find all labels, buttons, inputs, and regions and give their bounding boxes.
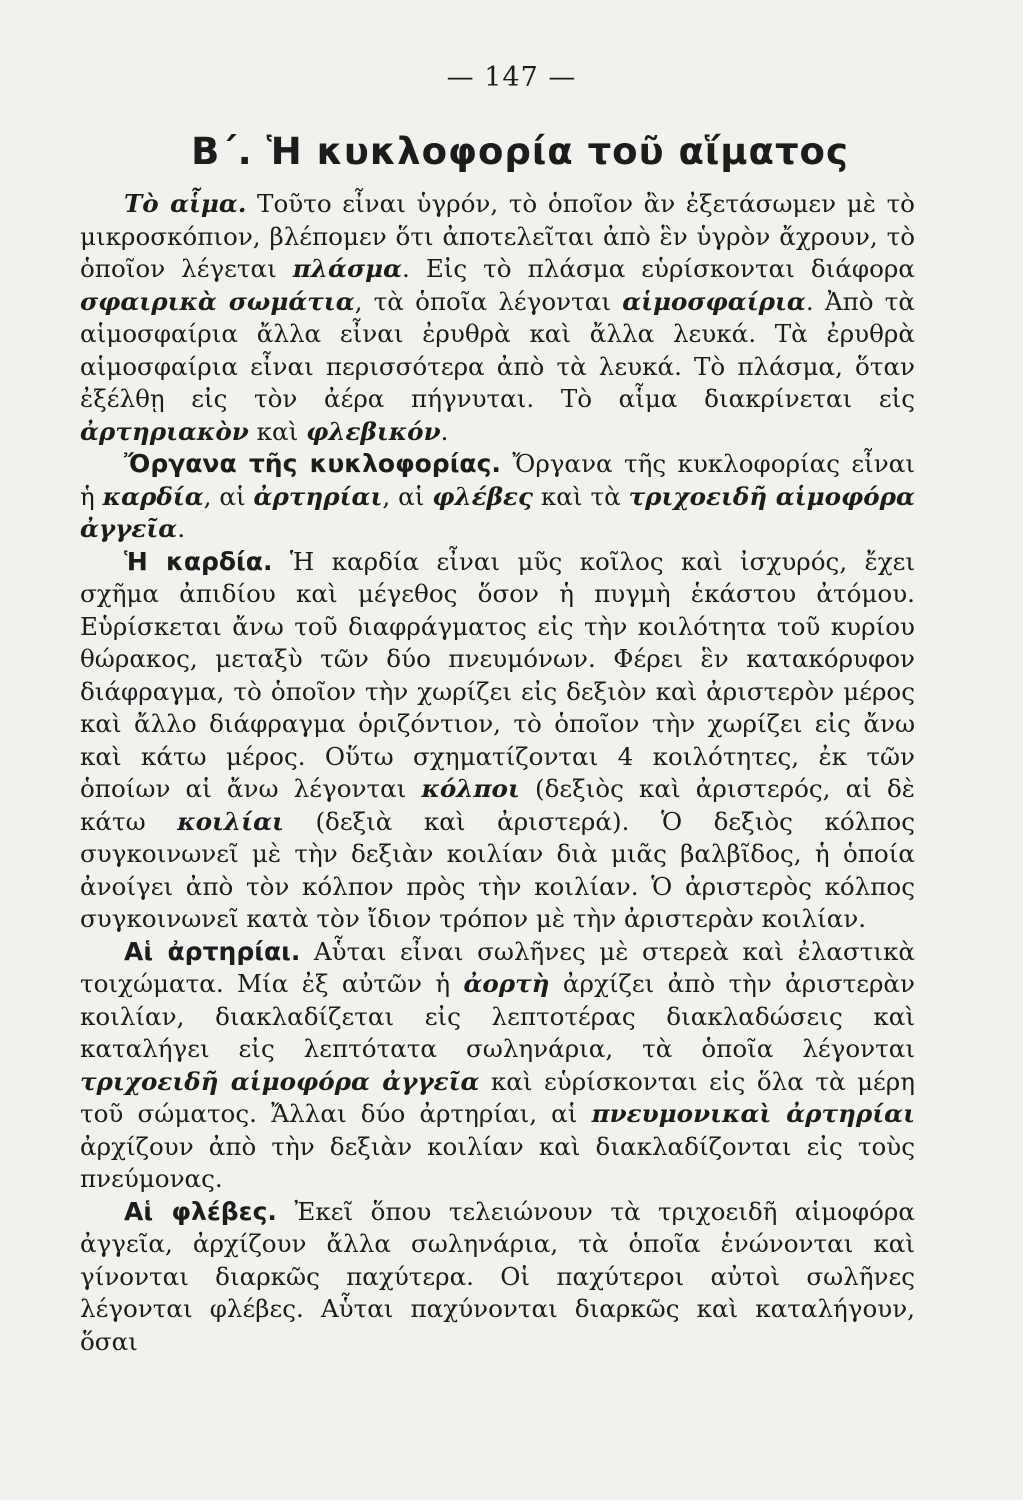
text-run: καὶ εὑρίσκονται εἰς ὅλα τὰ μέρη τοῦ σώματος. Ἄλλαι δύο ἀρτηρίαι, αἱ (80, 1066, 915, 1128)
text-run: , τὰ ὁποῖα λέγονται (354, 286, 623, 316)
text-run: , αἱ (203, 481, 254, 511)
paragraph-arteries (80, 936, 915, 1196)
paragraph-organs (80, 448, 915, 546)
paragraph-heart (80, 546, 915, 936)
text-run: Τοῦτο εἶναι ὑγρόν, τὸ ὁποῖον ἂν ἐξετάσωμεν μὲ τὸ μικροσκόπιον, βλέπομεν ὅτι ἀποτελεῖται ἀπὸ ἓν ὑγρὸν ἄχρουν, τὸ ὁποῖον λέγεται (80, 189, 915, 283)
keyword: τριχοειδῆ αἱμοφόρα ἀγγεῖα (80, 481, 915, 543)
text-run: Ἐκεῖ ὅπου τελειώνουν τὰ τριχοειδῆ αἱμοφόρα ἀγγεῖα, ἀρχίζουν ἄλλα σωληνάρια, τὰ ὁποῖα ἑνώνονται καὶ γίνονται διαρκῶς παχύτερα. Οἱ παχύτεροι αὐτοὶ σωλῆνες λέγονται φλέβες. Αὗται παχύνονται διαρκῶς καὶ καταλήγουν, ὅσαι (80, 1196, 915, 1356)
text-run: (δεξιὸς καὶ ἀριστερός, αἱ δὲ κάτω (80, 774, 915, 836)
keyword: ἀορτὴ (463, 969, 550, 998)
paragraph-subheading: Αἱ φλέβες. (124, 1196, 277, 1226)
paragraph-veins (80, 1196, 915, 1359)
text-run: . Εἰς τὸ πλάσμα εὑρίσκονται διάφορα (402, 254, 915, 283)
keyword: πλάσμα (292, 254, 403, 283)
paragraph-subheading: Ὄργανα τῆς κυκλοφορίας. (124, 449, 501, 478)
keyword: καρδία (102, 481, 204, 511)
keyword: κόλποι (421, 774, 520, 803)
keyword: αἱμοσφαίρια (622, 286, 806, 316)
text-run: . Ἀπὸ τὰ αἱμοσφαίρια ἄλλα εἶναι ἐρυθρὰ καὶ ἄλλα λευκά. Τὰ ἐρυθρὰ αἱμοσφαίρια εἶναι περισσότερα ἀπὸ τὰ λευκά. Τὸ πλάσμα, ὅταν ἐξέλθῃ εἰς τὸν ἀέρα πήγνυται. Τὸ αἷμα διακρίνεται εἰς (80, 286, 915, 413)
paragraph-subheading: Αἱ ἀρτηρίαι. (124, 936, 301, 966)
keyword: ἀρτηρίαι (253, 481, 383, 511)
text-run: Ἡ καρδία εἶναι μῦς κοῖλος καὶ ἰσχυρός, ἔχει σχῆμα ἀπιδίου καὶ μέγεθος ὅσον ἡ πυγμὴ ἑκάστου ἀτόμου. Εὑρίσκεται ἄνω τοῦ διαφράγματος εἰς τὴν κοιλότητα τοῦ κυρίου θώρακος, μεταξὺ τῶν δύο πνευμόνων. Φέρει ἓν κατακόρυφον διάφραγμα, τὸ ὁποῖον τὴν χωρίζει εἰς δεξιὸν καὶ ἀριστερὸν μέρος καὶ ἄλλο διάφραγμα ὁριζόντιον, τὸ ὁποῖον τὴν χωρίζει εἰς ἄνω καὶ κάτω μέρος. Οὕτω σχηματίζονται 4 κοιλότητες, ἐκ τῶν ὁποίων αἱ ἄνω λέγονται (80, 546, 916, 803)
text-run: Αὗται εἶναι σωλῆνες μὲ στερεὰ καὶ ἐλαστικὰ τοιχώματα. Μία ἐξ αὐτῶν ἡ (80, 936, 915, 998)
keyword: τριχοειδῆ αἱμοφόρα ἀγγεῖα (80, 1066, 480, 1096)
text-run: καὶ τὰ (532, 481, 629, 511)
text-run: . (440, 416, 449, 446)
text-run: ἀρχίζουν ἀπὸ τὴν δεξιὰν κοιλίαν καὶ διακλαδίζονται εἰς τοὺς πνεύμονας. (80, 1131, 915, 1193)
keyword: φλέβες (432, 481, 533, 511)
body-text (80, 188, 915, 1358)
text-run: , αἱ (382, 481, 433, 511)
text-run: ἀρχίζει ἀπὸ τὴν ἀριστερὰν κοιλίαν, διακλαδίζεται εἰς λεπτοτέρας διακλαδώσεις καὶ καταλήγει εἰς λεπτότατα σωληνάρια, τὰ ὁποῖα λέγονται (80, 969, 915, 1063)
section-heading: Β΄. Ἡ κυκλοφορία τοῦ αἵματος (191, 130, 849, 173)
keyword: κοιλίαι (177, 806, 284, 836)
paragraph-lead: Τὸ αἷμα. (124, 189, 247, 218)
paragraph-subheading: Ἡ καρδία. (124, 546, 273, 576)
keyword: φλεβικόν (306, 416, 441, 446)
page-number: — 147 — (446, 62, 577, 93)
paragraph-blood (80, 188, 915, 448)
keyword: ἀρτηριακὸν (80, 416, 249, 446)
keyword: πνευμονικαὶ ἀρτηρίαι (591, 1099, 915, 1128)
text-run: (δεξιὰ καὶ ἀριστερά). Ὁ δεξιὸς κόλπος συγκοινωνεῖ μὲ τὴν δεξιὰν κοιλίαν διὰ μιᾶς βαλβῖδος, ἡ ὁποία ἀνοίγει ἀπὸ τὸν κόλπον πρὸς τὴν κοιλίαν. Ὁ ἀριστερὸς κόλπος συγκοινωνεῖ κατὰ τὸν ἴδιον τρόπον μὲ τὴν ἀριστερὰν κοιλίαν. (80, 806, 915, 933)
keyword: σφαιρικὰ σωμάτια (80, 286, 355, 316)
text-run: . (177, 514, 186, 543)
text-run: Ὄργανα τῆς κυκλοφορίας εἶναι ἡ (80, 449, 915, 511)
text-run: καὶ (248, 416, 307, 446)
